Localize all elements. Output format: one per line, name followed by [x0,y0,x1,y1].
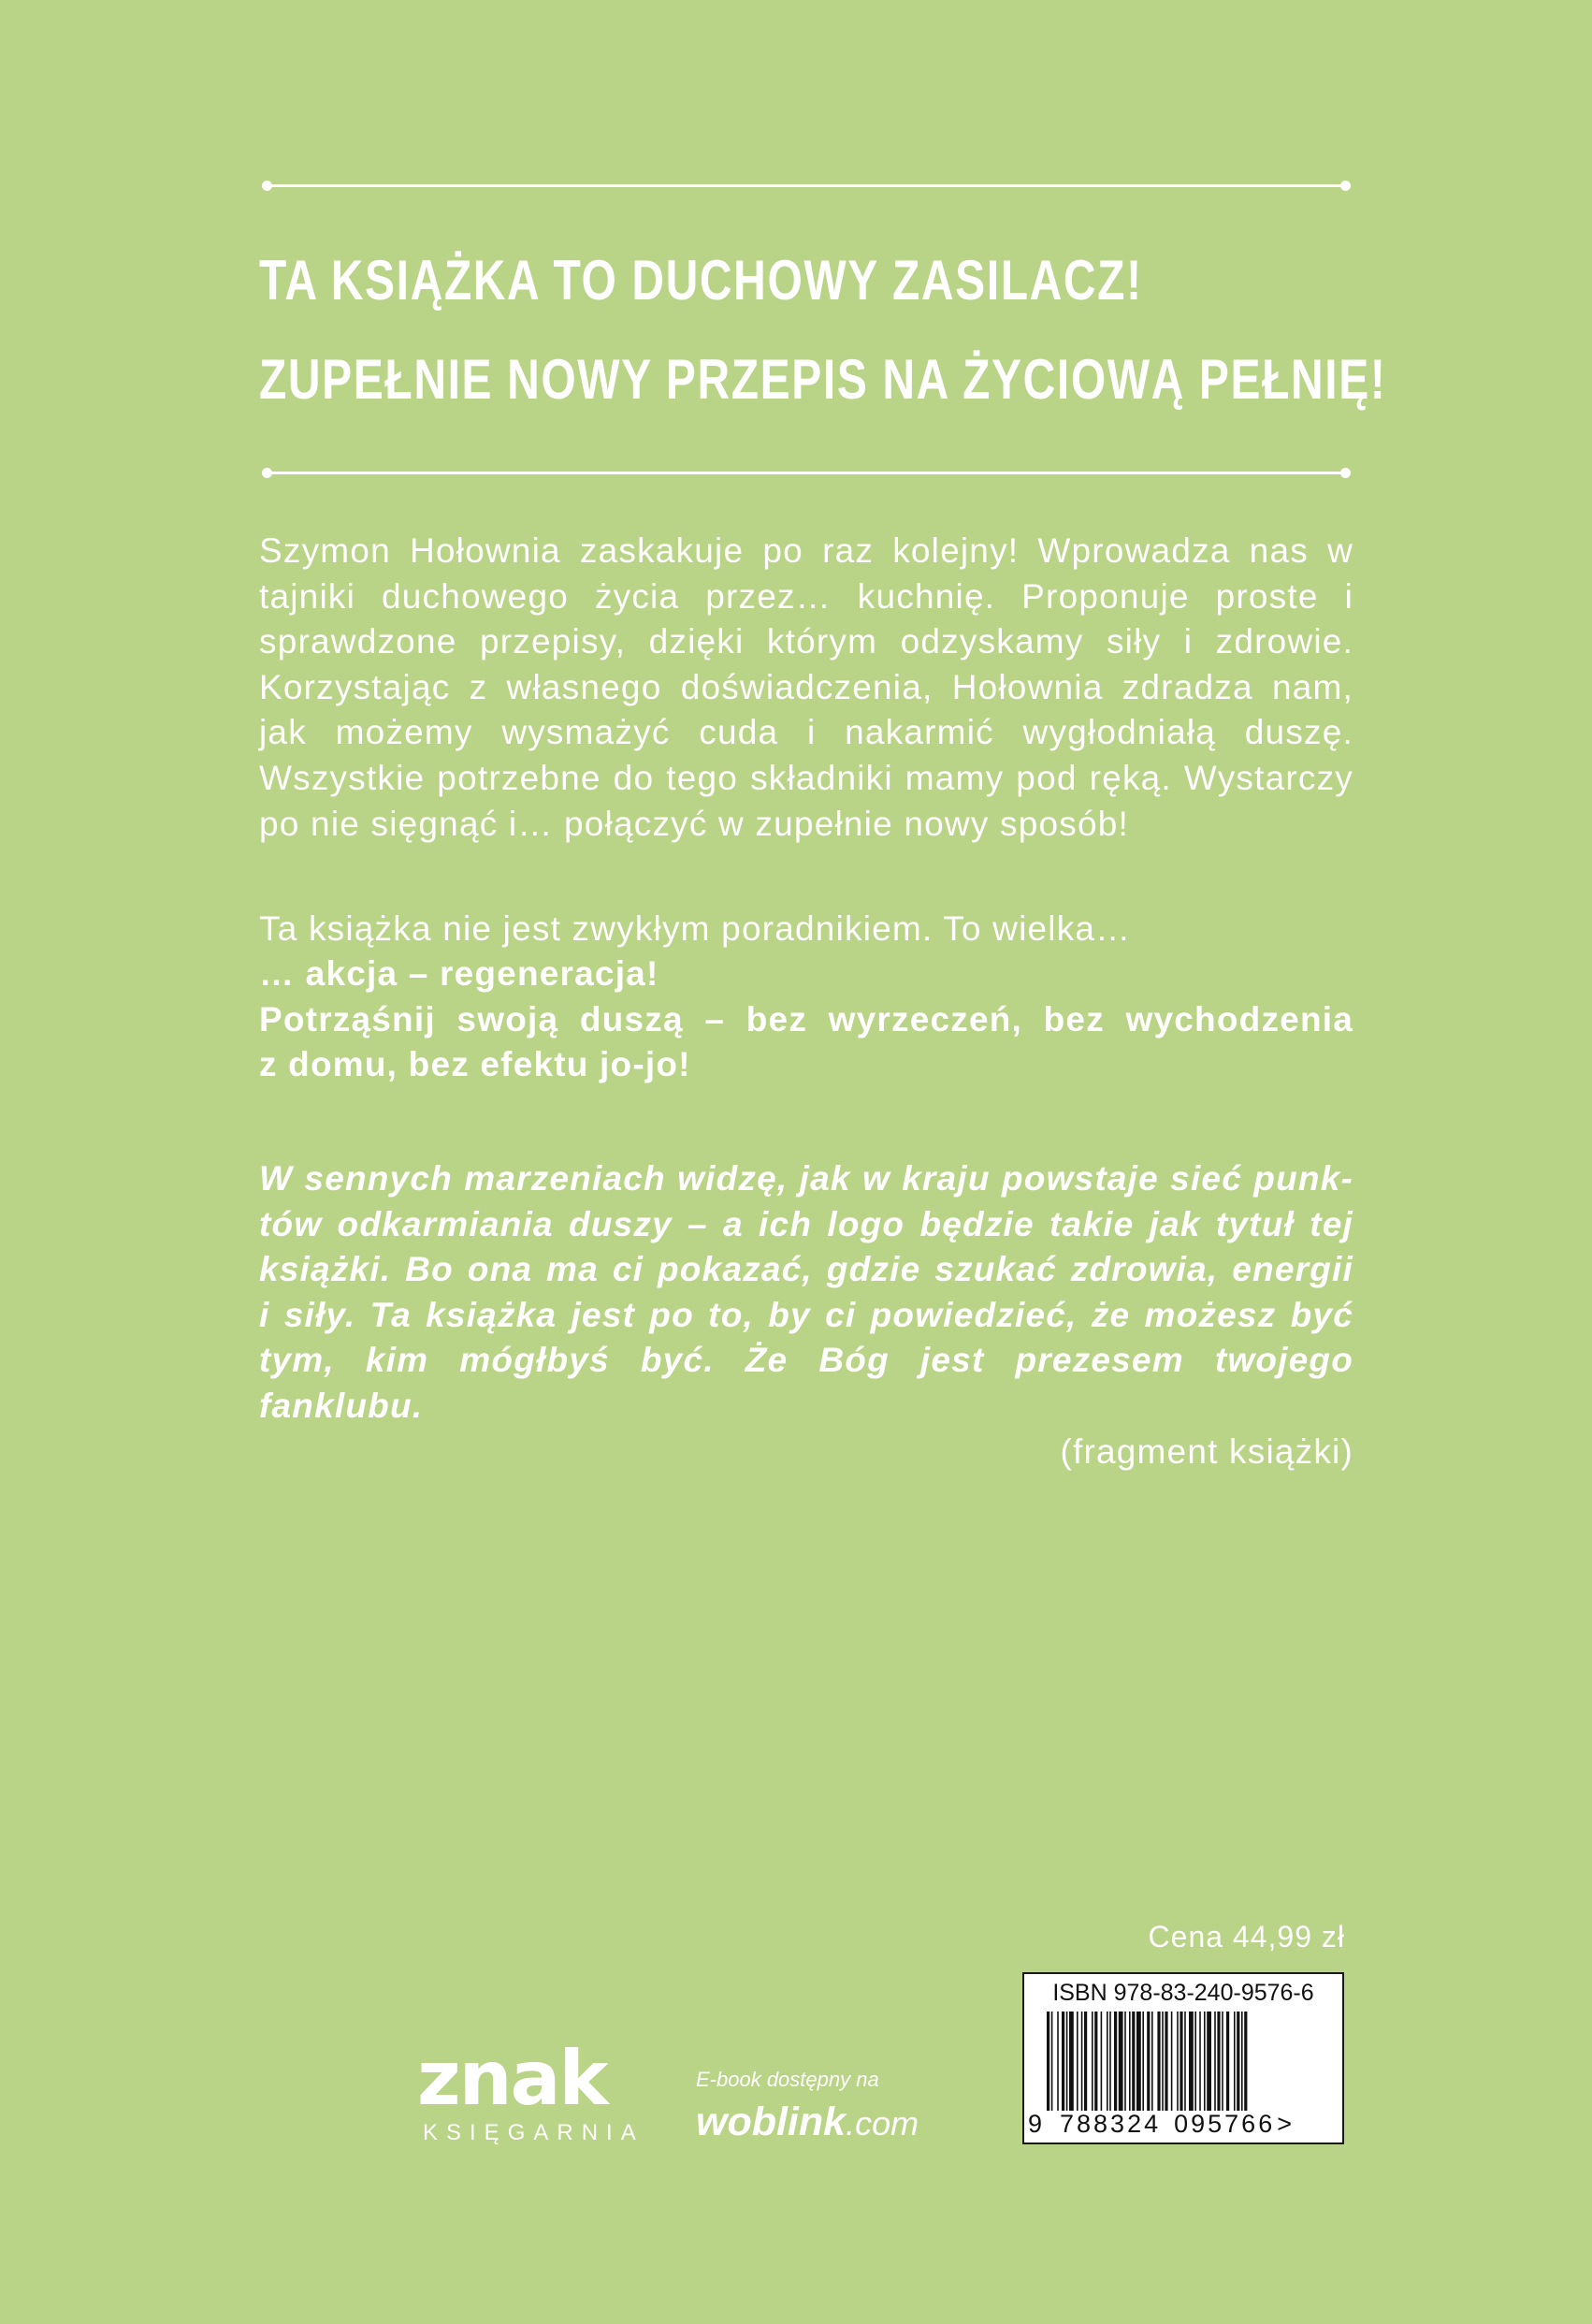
price-label: Cena 44,99 zł [1148,1920,1345,1954]
description-intro: Ta książka nie jest zwykłym poradnikiem. To wielka… [259,909,1132,948]
barcode-bars [1047,2012,1327,2111]
book-excerpt-quote [259,1156,1353,1474]
top-divider [262,179,1351,192]
barcode-arrow: > [1277,2110,1292,2138]
barcode-digit-group: 095766 [1174,2110,1276,2138]
publisher-subtitle: KSIĘGARNIA [423,2120,644,2145]
quote-line: książki. Bo ona ma ci pokazać, gdzie szukać zdrowia, energii [259,1250,1353,1289]
quote-line: i siły. Ta książka jest po to, by ci powiedzieć, że możesz być [259,1295,1353,1334]
quote-line: tów odkarmiania duszy – a ich logo będzie takie jak tytuł tej [259,1204,1353,1243]
slogan-line: Potrząśnij swoją duszą – bez wyrzeczeń, bez wychodzenia [259,999,1353,1039]
publisher-name: znak [417,2035,607,2122]
quote-source: (fragment książki) [1060,1431,1353,1471]
ebook-store-name [696,2099,919,2145]
description-bold-slogan [259,951,1353,1088]
slogan-line: … akcja – regeneracja! [259,954,659,993]
ebook-store-word: woblink [696,2099,847,2144]
barcode-digits [1028,2110,1339,2139]
slogan-line: z domu, bez efektu jo-jo! [259,1045,691,1084]
headline-line-1: TA KSIĄŻKA TO DUCHOWY ZASILACZ! [259,249,1143,312]
headline-line-2: ZUPEŁNIE NOWY PRZEPIS NA ŻYCIOWĄ PEŁNIĘ! [259,348,1387,411]
description-paragraph: Szymon Hołownia zaskakuje po raz kolejny! Wprowadza nas w tajniki duchowego życia przez… kuchnię. Proponuje proste i sprawdzone przepisy, dzięki którym odzyskamy siły i zdrowie. Korzystając z własnego doświadczenia, Hołownia zdradza nam, jak możemy wysmażyć cuda i nakarmić wygłodniałą duszę. Wszystkie potrzebne do tego składniki mamy pod ręką. Wystarczy po nie sięgnąć i… połączyć w zupełnie nowy sposób! [259,531,1353,843]
isbn-number: ISBN 978-83-240-9576-6 [1052,1980,1314,2006]
ebook-tagline: E-book dostępny na [696,2068,879,2091]
quote-line: tym, kim mógłbyś być. Że Bóg jest prezesem twojego fanklubu. [259,1341,1353,1425]
isbn-barcode [1022,1972,1344,2144]
woblink-ebook-logo [696,2068,977,2161]
znak-publisher-logo [417,2035,644,2154]
barcode-digit-group: 788324 [1060,2110,1162,2138]
middle-divider [262,466,1351,479]
quote-line: W sennych marzeniach widzę, jak w kraju powstaje sieć punk- [259,1159,1353,1198]
barcode-first-digit: 9 [1028,2110,1043,2138]
ebook-store-domain: .com [846,2104,919,2142]
